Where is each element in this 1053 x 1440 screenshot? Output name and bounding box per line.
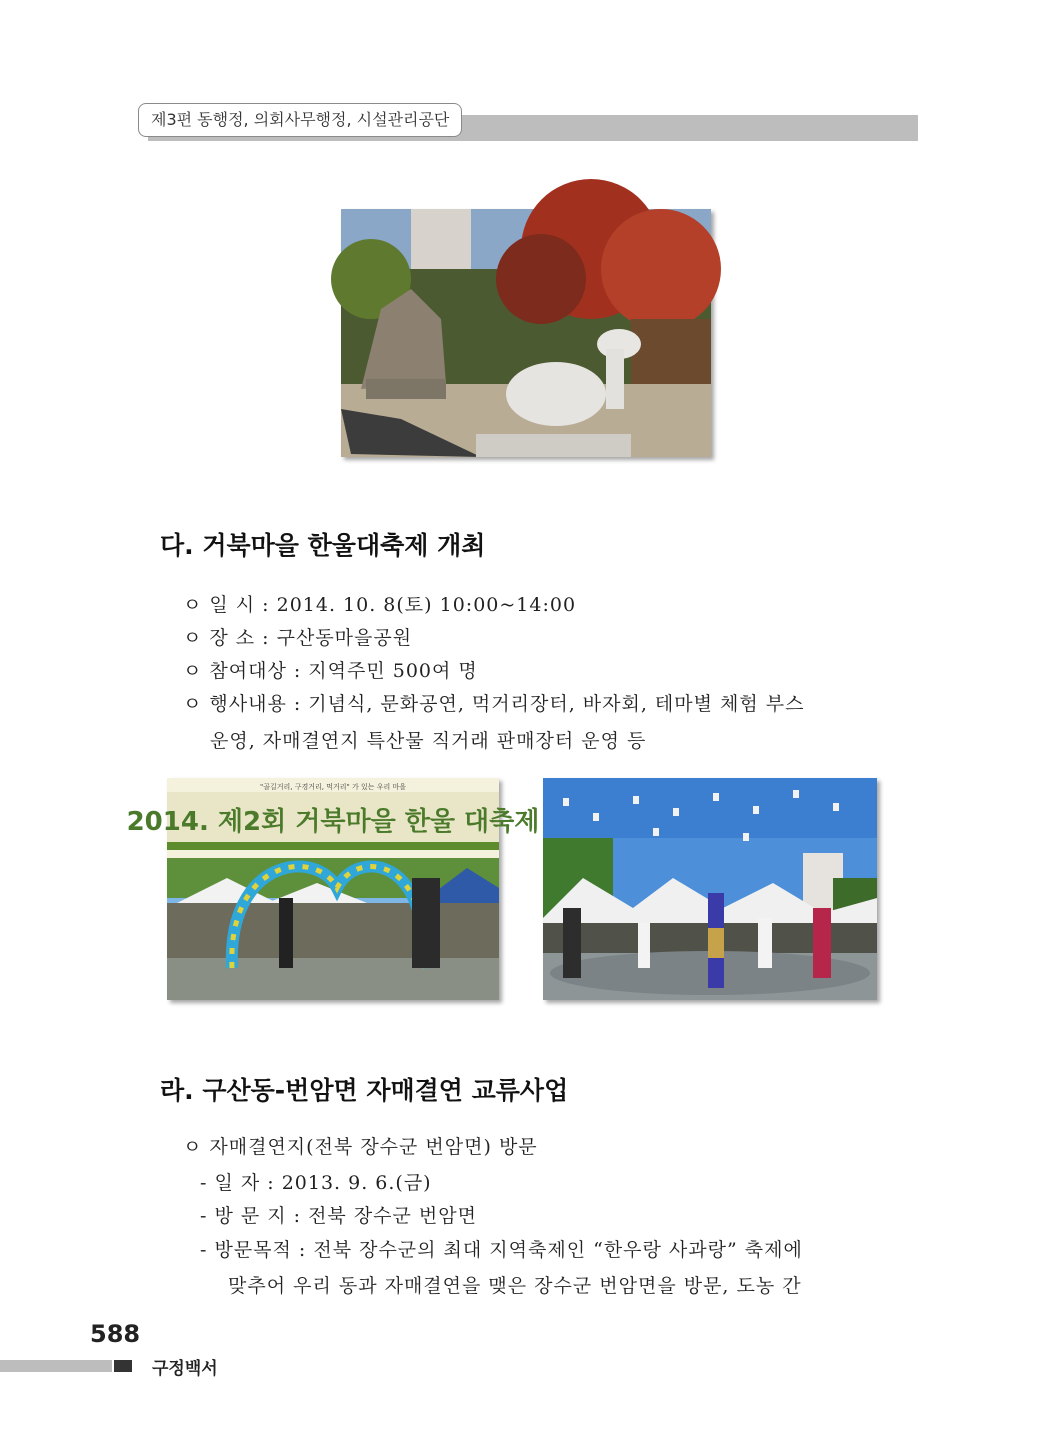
traditional-dance-photo [543, 778, 877, 1000]
section-ra-item: - 일 자 : 2013. 9. 6.(금) [200, 1172, 432, 1194]
section-ra-item: - 방 문 지 : 전북 장수군 번암면 [200, 1205, 477, 1227]
section-ra-item: ㅇ 자매결연지(전북 장수군 번암면) 방문 [183, 1136, 538, 1158]
page-number: 588 [90, 1320, 141, 1348]
chapter-title: 제3편 동행정, 의회사무행정, 시설관리공단 [138, 103, 462, 137]
banner-top-text: "골길거리, 구경거리, 먹거리" 가 있는 우리 마을 [260, 783, 406, 791]
footer-bar [0, 1360, 112, 1372]
festival-gate-photo [126, 778, 540, 1000]
section-ra-item: 맞추어 우리 동과 자매결연을 맺은 장수군 번암면을 방문, 도농 간 [228, 1275, 802, 1297]
section-da-title: 다. 거북마을 한울대축제 개최 [160, 531, 486, 560]
footer-square [114, 1360, 132, 1372]
turtle-statue-photo [341, 209, 711, 457]
section-ra-item: - 방문목적 : 전북 장수군의 최대 지역축제인 “한우랑 사과랑” 축제에 [200, 1239, 803, 1261]
section-ra-title: 라. 구산동-번암면 자매결연 교류사업 [160, 1076, 569, 1105]
section-da-item: ㅇ 일 시 : 2014. 10. 8(토) 10:00~14:00 [183, 594, 577, 616]
section-da-item: ㅇ 장 소 : 구산동마을공원 [183, 627, 413, 649]
section-da-item: ㅇ 행사내용 : 기념식, 문화공연, 먹거리장터, 바자회, 테마별 체험 부스 [183, 693, 805, 715]
section-da-item: 운영, 자매결연지 특산물 직거래 판매장터 운영 등 [210, 730, 647, 752]
book-title: 구정백서 [152, 1359, 218, 1379]
section-da-item: ㅇ 참여대상 : 지역주민 500여 명 [183, 660, 478, 682]
banner-main-text: 2014. 제2회 거북마을 한울 대축제 [126, 807, 540, 837]
